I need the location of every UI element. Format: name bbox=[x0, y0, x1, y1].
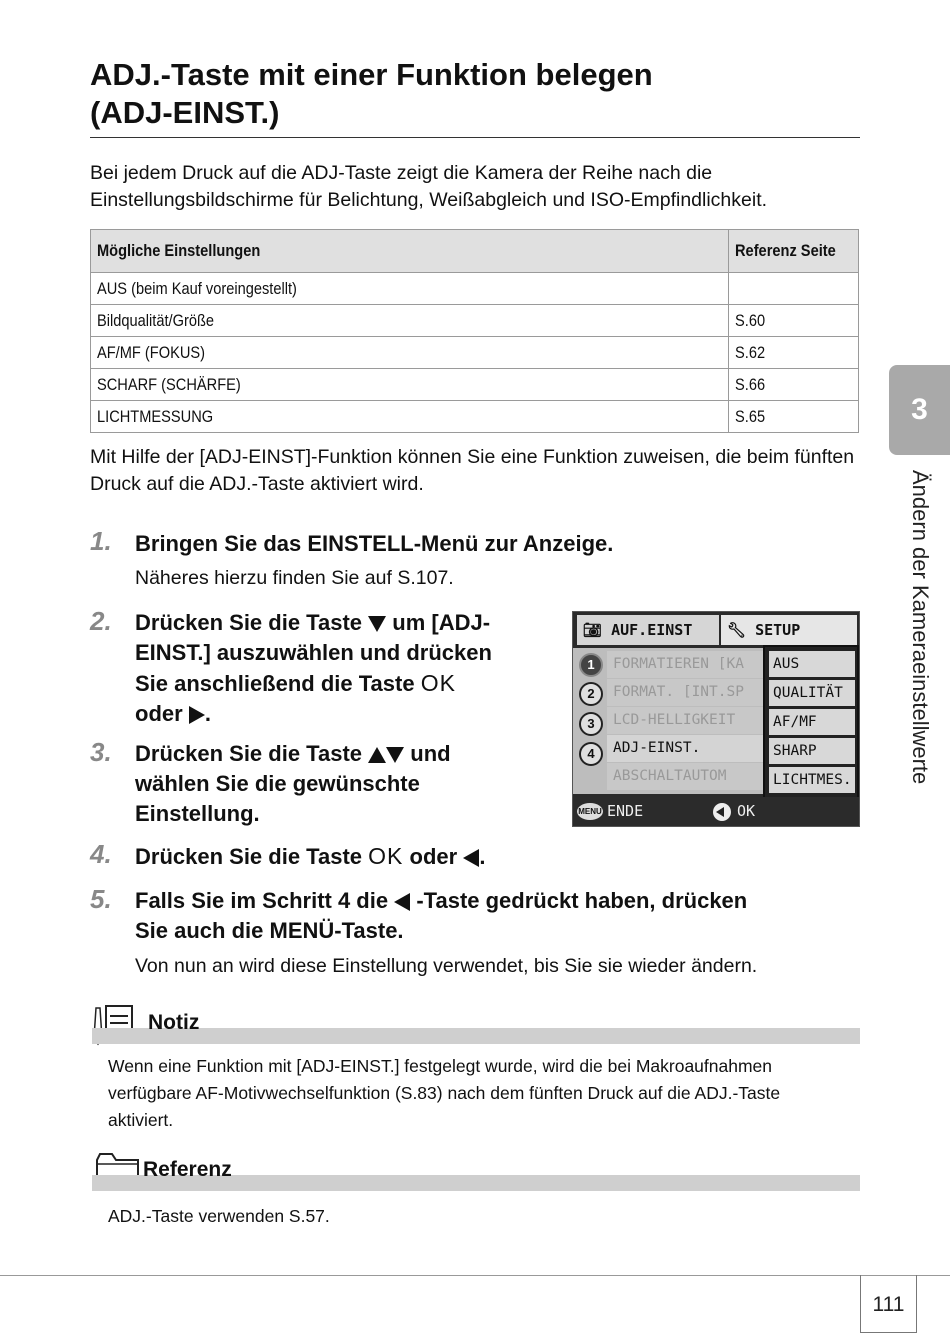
page-title-line-2: (ADJ-EINST.) bbox=[90, 95, 280, 130]
chapter-tab: 3 bbox=[889, 365, 950, 455]
camera-tab-setup: 🔧︎ SETUP bbox=[721, 615, 857, 645]
table-row bbox=[91, 369, 859, 401]
table-header-reference: Referenz Seite bbox=[728, 230, 858, 273]
step-subtext: Näheres hierzu finden Sie auf S.107. bbox=[135, 567, 454, 589]
table-cell-setting: AUS (beim Kauf voreingestellt) bbox=[91, 273, 729, 305]
left-arrow-icon bbox=[394, 893, 410, 911]
up-arrow-icon bbox=[368, 747, 386, 763]
camera-menu-item: ABSCHALTAUTOM bbox=[607, 763, 773, 790]
camera-footer-ok: OK bbox=[737, 802, 756, 820]
step-title: Drücken Sie die Taste und wählen Sie die gewünschte Einstellung. bbox=[135, 741, 451, 826]
reference-heading: Referenz bbox=[143, 1158, 232, 1181]
left-arrow-icon bbox=[463, 849, 479, 867]
reference-text: ADJ.-Taste verwenden S.57. bbox=[108, 1206, 330, 1226]
down-arrow-icon bbox=[368, 616, 386, 632]
table-row bbox=[91, 401, 859, 433]
camera-tab-shooting: 📷︎ AUF.EINST bbox=[577, 615, 719, 645]
right-arrow-icon bbox=[189, 706, 205, 724]
table-header-row bbox=[91, 230, 859, 273]
step-number: 3. bbox=[90, 737, 112, 767]
table-row bbox=[91, 305, 859, 337]
step-number: 1. bbox=[90, 526, 112, 556]
table-row bbox=[91, 273, 859, 305]
footer-divider bbox=[0, 1275, 950, 1276]
note-text: Wenn eine Funktion mit [ADJ-EINST.] festgelegt wurde, wird die bei Makroaufnahmen verfügbare AF-Motivwechselfunktion (S.83) nach dem fünften Druck auf die ADJ.-Taste aktiviert. bbox=[108, 1056, 781, 1130]
menu-page-2-icon: 2 bbox=[579, 682, 603, 706]
camera-option: AF/MF bbox=[769, 709, 855, 735]
camera-options-list bbox=[763, 645, 859, 801]
menu-page-1-icon: 1 bbox=[579, 653, 603, 677]
chapter-title: Ändern der Kameraeinstellwerte bbox=[908, 470, 933, 785]
down-arrow-icon bbox=[386, 747, 404, 763]
camera-menu-item: FORMATIEREN [KA bbox=[607, 651, 773, 678]
ok-button-icon: OK bbox=[420, 670, 456, 696]
camera-option: QUALITÄT bbox=[769, 680, 855, 706]
left-circle-arrow-icon bbox=[713, 803, 731, 821]
ok-button-icon: OK bbox=[368, 843, 404, 869]
camera-footer-exit: ENDE bbox=[607, 802, 644, 820]
page-title bbox=[90, 56, 860, 132]
camera-menu-item: LCD-HELLIGKEIT bbox=[607, 707, 773, 734]
table-cell-reference: S.66 bbox=[728, 369, 858, 401]
menu-page-3-icon: 3 bbox=[579, 712, 603, 736]
table-cell-reference: S.65 bbox=[728, 401, 858, 433]
adj-paragraph: Mit Hilfe der [ADJ-EINST]-Funktion können Sie eine Funktion zuweisen, die beim fünften Druck auf die ADJ.-Taste aktiviert wird. bbox=[90, 446, 855, 495]
note-heading: Notiz bbox=[148, 1011, 200, 1034]
camera-screen-image bbox=[572, 611, 860, 827]
table-cell-setting: SCHARF (SCHÄRFE) bbox=[91, 369, 729, 401]
table-header-settings: Mögliche Einstellungen bbox=[91, 230, 729, 273]
table-cell-reference: S.62 bbox=[728, 337, 858, 369]
step-number: 2. bbox=[90, 606, 112, 636]
table-cell-reference: S.60 bbox=[728, 305, 858, 337]
page-title-line-1: ADJ.-Taste mit einer Funktion belegen bbox=[90, 57, 653, 92]
menu-page-4-icon: 4 bbox=[579, 742, 603, 766]
camera-menu-item: FORMAT. [INT.SP bbox=[607, 679, 773, 706]
intro-paragraph: Bei jedem Druck auf die ADJ-Taste zeigt die Kamera der Reihe nach die Einstellungsbildschirme für Belichtung, Weißabgleich und ISO-Empfindlichkeit. bbox=[90, 162, 768, 211]
camera-footer bbox=[573, 797, 859, 826]
table-cell-setting: LICHTMESSUNG bbox=[91, 401, 729, 433]
camera-option: SHARP bbox=[769, 738, 855, 764]
table-cell-reference bbox=[728, 273, 858, 305]
camera-menu-item-selected: ADJ-EINST. bbox=[607, 735, 773, 762]
camera-option: LICHTMES. bbox=[769, 767, 855, 793]
wrench-icon: 🔧︎ bbox=[727, 621, 747, 639]
step-title: Bringen Sie das EINSTELL-Menü zur Anzeige. bbox=[135, 531, 614, 556]
step-title: Falls Sie im Schritt 4 die -Taste gedrückt haben, drücken Sie auch die MENÜ-Taste. bbox=[135, 888, 748, 943]
camera-icon: 📷︎ bbox=[583, 621, 603, 639]
note-bar bbox=[92, 1028, 860, 1044]
table-cell-setting: Bildqualität/Größe bbox=[91, 305, 729, 337]
table-cell-setting: AF/MF (FOKUS) bbox=[91, 337, 729, 369]
step-number: 4. bbox=[90, 839, 112, 869]
title-divider bbox=[90, 137, 860, 138]
page-number: 111 bbox=[860, 1275, 917, 1333]
settings-table bbox=[90, 229, 859, 433]
step-title: Drücken Sie die Taste OK oder . bbox=[135, 843, 486, 869]
step-number: 5. bbox=[90, 884, 112, 914]
camera-option: AUS bbox=[769, 651, 855, 677]
menu-button-icon: MENU bbox=[577, 803, 603, 820]
step-title: Drücken Sie die Taste um [ADJ- EINST.] auszuwählen und drücken Sie anschließend die Taste OK oder . bbox=[135, 610, 492, 726]
table-row bbox=[91, 337, 859, 369]
step-subtext: Von nun an wird diese Einstellung verwendet, bis Sie sie wieder ändern. bbox=[135, 955, 758, 977]
